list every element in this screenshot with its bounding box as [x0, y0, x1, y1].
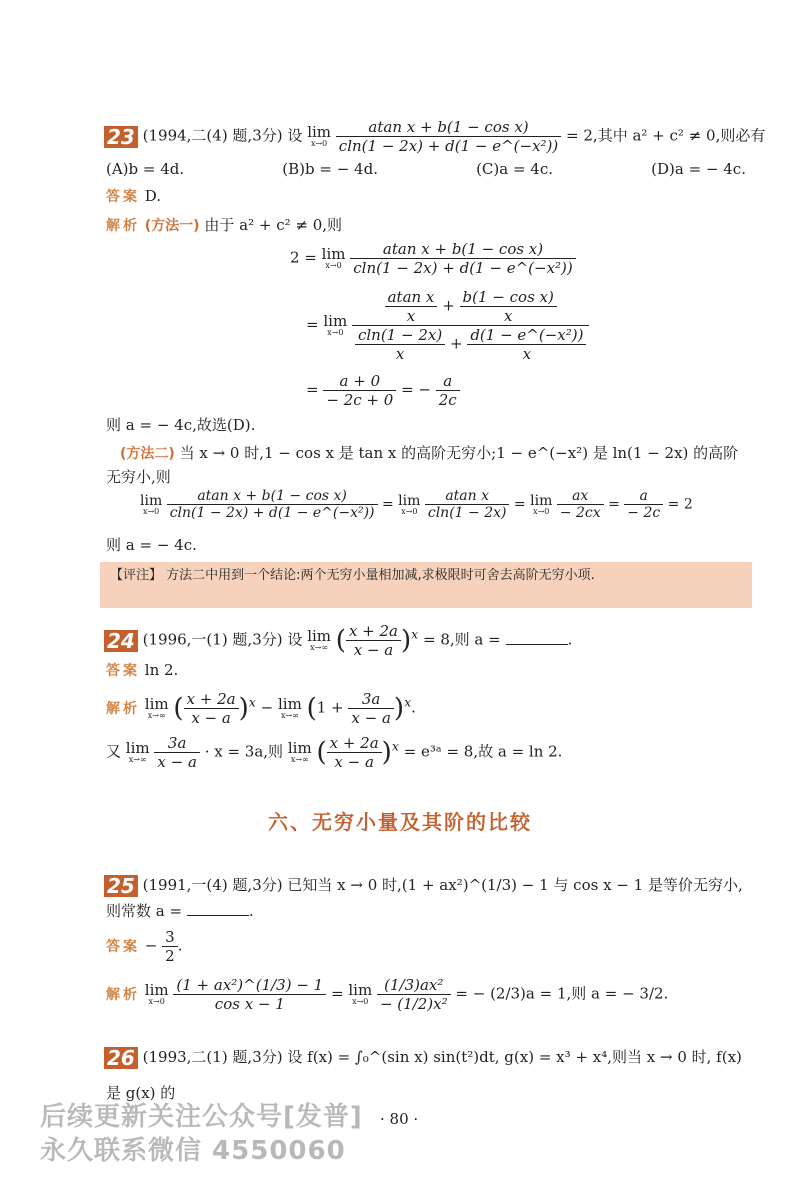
q23-method2: (方法二) 当 x → 0 时,1 − cos x 是 tan x 的高阶无穷小;1 − e^(−x²) 是 ln(1 − 2x) 的高阶: [120, 444, 739, 462]
q23-eq3: = $\frac{a + 0}{- 2c + 0}$ = − $\frac{a}{2c}$: [306, 372, 460, 409]
answer-label: 答案: [106, 189, 140, 205]
page-number: · 80 ·: [380, 1110, 419, 1128]
watermark-line2: 永久联系微信 4550060: [40, 1136, 346, 1166]
q24-analysis: 解析 lim x→∞ ( $\frac{x + 2a}{x - a}$ )$^x$ − lim x→∞ (1 + $\frac{3a}{x - a}$ )$^x$.: [106, 690, 416, 727]
q25-answer: 答案 − $\frac{3}{2}$ .: [106, 928, 183, 965]
q24-again: 又 lim x→∞ $\frac{3a}{x - a}$ · x = 3a,则 lim x→∞ ( $\frac{x + 2a}{x - a}$ )$^x$ = e³ᵃ = 8,故 a = ln 2.: [106, 734, 563, 771]
question-number: 26: [104, 1047, 138, 1069]
q24-stem: 24 (1996,一(1) 题,3分) 设 lim x→∞ ( $\frac{x + 2a}{x - a}$ )$^x$ = 8,则 a = .: [104, 622, 572, 659]
q23-m2-eq: lim x→0 $\frac{\text{atan x + b(1 − cos x)}}{\text{cln(1 − 2x) + d(1 − e\textasciicircum{}(−x²))}}$ = lim x→0 $\frac{\text{atan x}}{cln(1 - 2x)}$ = lim x→0 $\frac{ax}{- 2cx}$ = $\frac{a}{- 2c}$ = 2: [140, 488, 693, 521]
q23-stem: 23 (1994,二(4) 题,3分) 设 lim x→0 $\frac{\text{atan x + b(1 − cos x)}}{\text{cln(1 − 2x) + d(1 − e\textasciicircum{}(−x²))}}$ = 2,其中 a² + c² ≠ 0,则必有: [104, 118, 765, 155]
q23-conclusion1: 则 a = − 4c,故选(D).: [106, 416, 256, 434]
limit: lim x→0: [307, 123, 332, 148]
method-two-label: (方法二): [120, 446, 175, 462]
q25-stem: 25 (1991,一(4) 题,3分) 已知当 x → 0 时,(1 + ax²)^(1/3) − 1 与 cos x − 1 是等价无穷小,: [104, 874, 743, 897]
analysis-label: 解析: [106, 218, 140, 234]
q23-answer: 答案 D.: [106, 187, 162, 205]
q25-analysis: 解析 lim x→0 $\frac{\text{(1 + ax²)\textasciicircum{}(1/3) − 1}}{\text{cos x − 1}}$ = lim x→0 $\frac{\text{(1/3)ax²}}{\text{− (1/2)x²}}$ = − (2/3)a = 1,则 a = − 3/2.: [106, 976, 669, 1013]
question-number: 23: [104, 126, 138, 148]
method-one-label: (方法一): [144, 218, 200, 234]
option-b: (B)b = − 4d.: [282, 160, 378, 178]
q23-eq2: = lim x→0 $\frac{\text{atan x}}{x}$ + $\frac{\text{b(1 − cos x)}}{x}$ $\frac{cln(1 - 2x)}{x}$ + $\frac{\text{d(1 − e\textasciicircum{}(−x²))}}{x}$: [306, 288, 589, 363]
fraction: $\frac{\text{atan x + b(1 − cos x)}}{\text{cln(1 − 2x) + d(1 − e\textasciicircum{}(−x²))}}$: [336, 118, 561, 155]
option-d: (D)a = − 4c.: [651, 160, 746, 178]
answer-blank: [187, 915, 249, 916]
q24-answer: 答案 ln 2.: [106, 661, 179, 679]
question-source: (1994,二(4) 题,3分): [142, 126, 283, 145]
q23-options: [106, 160, 746, 178]
q23-method2-cont: 无穷小,则: [106, 468, 171, 486]
q23-eq1: 2 = lim x→0 $\frac{\text{atan x + b(1 − cos x)}}{\text{cln(1 − 2x) + d(1 − e\textasciicircum{}(−x²))}}$: [290, 240, 576, 277]
q26-stem-cont: 是 g(x) 的: [106, 1084, 176, 1102]
question-number: 25: [104, 875, 138, 897]
comment-box: 【评注】 方法二中用到一个结论:两个无穷小量相加减,求极限时可舍去高阶无穷小项.: [100, 562, 752, 608]
q25-stem-cont: 则常数 a = .: [106, 902, 254, 920]
option-a: (A)b = 4d.: [106, 160, 185, 178]
question-number: 24: [104, 630, 138, 652]
q23-conclusion2: 则 a = − 4c.: [106, 536, 197, 554]
section-title: 六、无穷小量及其阶的比较: [268, 810, 532, 834]
q26-stem: 26 (1993,二(1) 题,3分) 设 f(x) = ∫₀^(sin x) sin(t²)dt, g(x) = x³ + x⁴,则当 x → 0 时, f(x): [104, 1046, 742, 1069]
option-c: (C)a = 4c.: [476, 160, 554, 178]
answer-blank: [506, 644, 568, 645]
watermark-line1: 后续更新关注公众号[发普]: [40, 1102, 363, 1132]
q23-analysis-intro: 解析 (方法一) 由于 a² + c² ≠ 0,则: [106, 216, 343, 234]
